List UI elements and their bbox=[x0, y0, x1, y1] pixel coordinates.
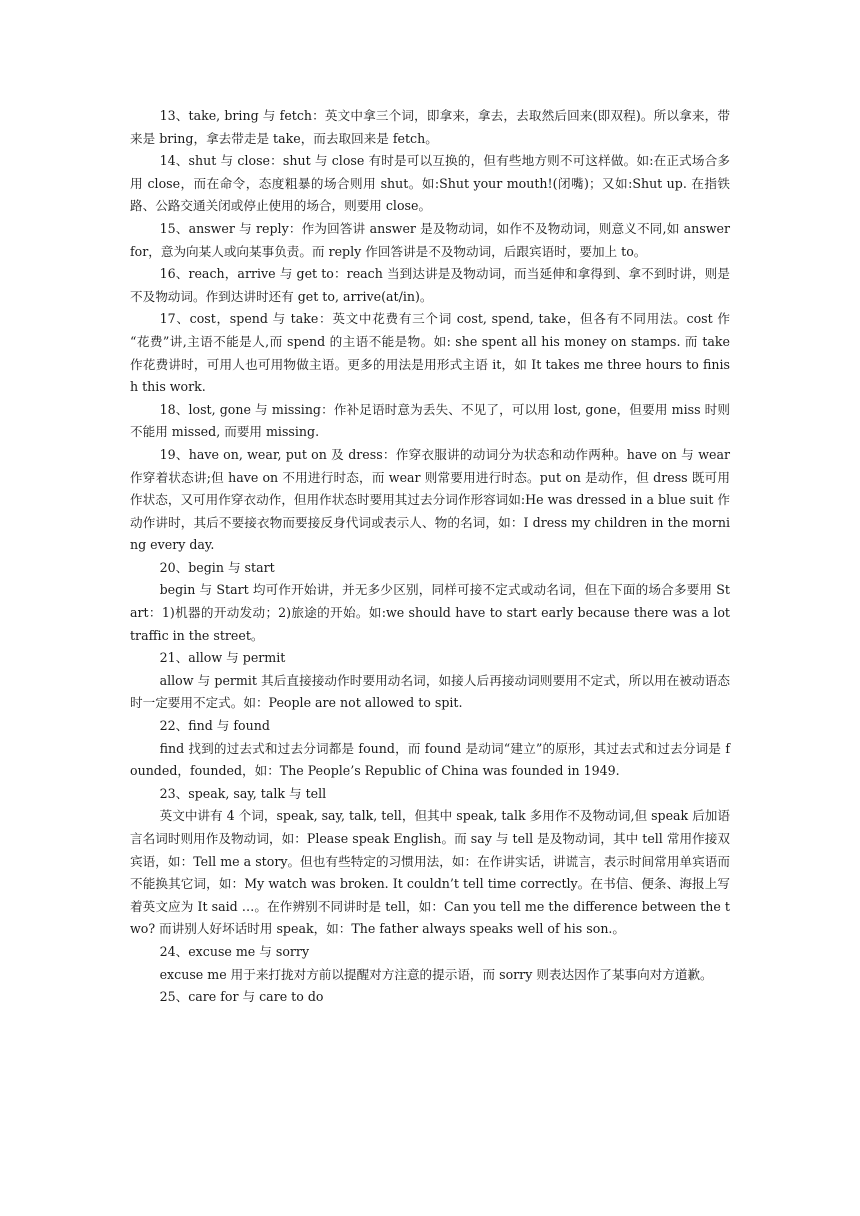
paragraph-15-answer-reply: 15、answer 与 reply：作为回答讲 answer 是及物动词，如作不及物动词，则意义不同,如 answer for，意为向某人或向某事负责。而 reply 作回答讲是不及物动词，后跟宾语时，要加上 to。 bbox=[130, 220, 730, 259]
paragraph-24-excuse-me-sorry-body: excuse me 用于来打拢对方前以提醒对方注意的提示语，而 sorry 则表达因作了某事向对方道歉。 bbox=[159, 966, 713, 982]
heading-22-find-found: 22、find 与 found bbox=[159, 718, 270, 734]
paragraph-21-allow-permit-body: allow 与 permit 其后直接接动作时要用动名词，如接人后再接动词则要用不定式，所以用在被动语态时一定要用不定式。如：People are not allowed to spit. bbox=[130, 672, 730, 711]
document-page bbox=[130, 105, 730, 1009]
paragraph-13-take-bring-fetch: 13、take, bring 与 fetch：英文中拿三个词，即拿来，拿去，去取然后回来(即双程)。所以拿来，带来是 bring，拿去带走是 take，而去取回来是 fetch。 bbox=[130, 108, 730, 146]
paragraph-22-find-found-body: find 找到的过去式和过去分词都是 found，而 found 是动词“建立”的原形，其过去式和过去分词是 founded，founded，如：The People’s Republic of China was founded in 1949. bbox=[130, 740, 730, 779]
heading-23-speak-say-talk-tell: 23、speak, say, talk 与 tell bbox=[159, 785, 327, 801]
heading-20-begin-start: 20、begin 与 start bbox=[159, 559, 275, 575]
paragraph-14-shut-close: 14、shut 与 close：shut 与 close 有时是可以互换的，但有些地方则不可这样做。如:在正式场合多用 close，而在命令，态度粗暴的场合则用 shut。如:Shut your mouth!(闭嘴)；又如:Shut up. 在指铁路、公路交通关闭或停止使用的场合，则要用 close。 bbox=[130, 153, 730, 214]
paragraph-19-have-on-wear-put-on-dress: 19、have on, wear, put on 及 dress：作穿衣服讲的动词分为状态和动作两种。have on 与 wear 作穿着状态讲;但 have on 不用进行时态，而 wear 则常要用进行时态。put on 是动作，但 dress 既可用作状态，又可用作穿衣动作，但用作状态时要用其过去分词作形容词如:He was dressed in a blue suit 作动作讲时，其后不要接衣物而要接反身代词或表示人、物的名词，如：I dress my children in the morning every day. bbox=[130, 446, 730, 553]
heading-25-care-for-care-to-do: 25、care for 与 care to do bbox=[159, 989, 324, 1005]
paragraph-17-cost-spend-take: 17、cost，spend 与 take：英文中花费有三个词 cost, spend, take，但各有不同用法。cost 作 “花费”讲,主语不能是人,而 spend 的主语不能是物。如: she spent all his money on stamps. 而 take 作花费讲时，可用人也可用物做主语。更多的用法是用形式主语 it，如 It takes me three hours to finish this work. bbox=[130, 311, 730, 395]
paragraph-23-speak-say-talk-tell-body: 英文中讲有 4 个词，speak, say, talk, tell，但其中 speak, talk 多用作不及物动词,但 speak 后加语言名词时则用作及物动词，如：Please speak English。而 say 与 tell 是及物动词，其中 tell 常用作接双宾语，如：Tell me a story。但也有些特定的习惯用法，如：在作讲实话，讲谎言，表示时间常用单宾语而不能换其它词，如：My watch was broken. It couldn’t tell time correctly。在书信、便条、海报上写着英文应为 It said …。在作辨别不同讲时是 tell，如：Can you tell me the difference between the two? 而讲别人好坏话时用 speak，如：The father always speaks well of his son.。 bbox=[130, 808, 730, 937]
paragraph-18-lost-gone-missing: 18、lost, gone 与 missing：作补足语时意为丢失、不见了，可以用 lost, gone，但要用 miss 时则不能用 missed, 而要用 missing. bbox=[130, 401, 730, 440]
heading-24-excuse-me-sorry: 24、excuse me 与 sorry bbox=[159, 943, 310, 959]
paragraph-16-reach-arrive-get-to: 16、reach，arrive 与 get to：reach 当到达讲是及物动词，而当延伸和拿得到、拿不到时讲，则是不及物动词。作到达讲时还有 get to, arrive(at/in)。 bbox=[130, 266, 730, 304]
heading-21-allow-permit: 21、allow 与 permit bbox=[159, 650, 286, 666]
paragraph-20-begin-start-body: begin 与 Start 均可作开始讲，并无多少区别，同样可接不定式或动名词，但在下面的场合多要用 Start：1)机器的开动发动；2)旅途的开始。如:we should have to start early because there was a lot traffic in the street。 bbox=[130, 582, 730, 643]
